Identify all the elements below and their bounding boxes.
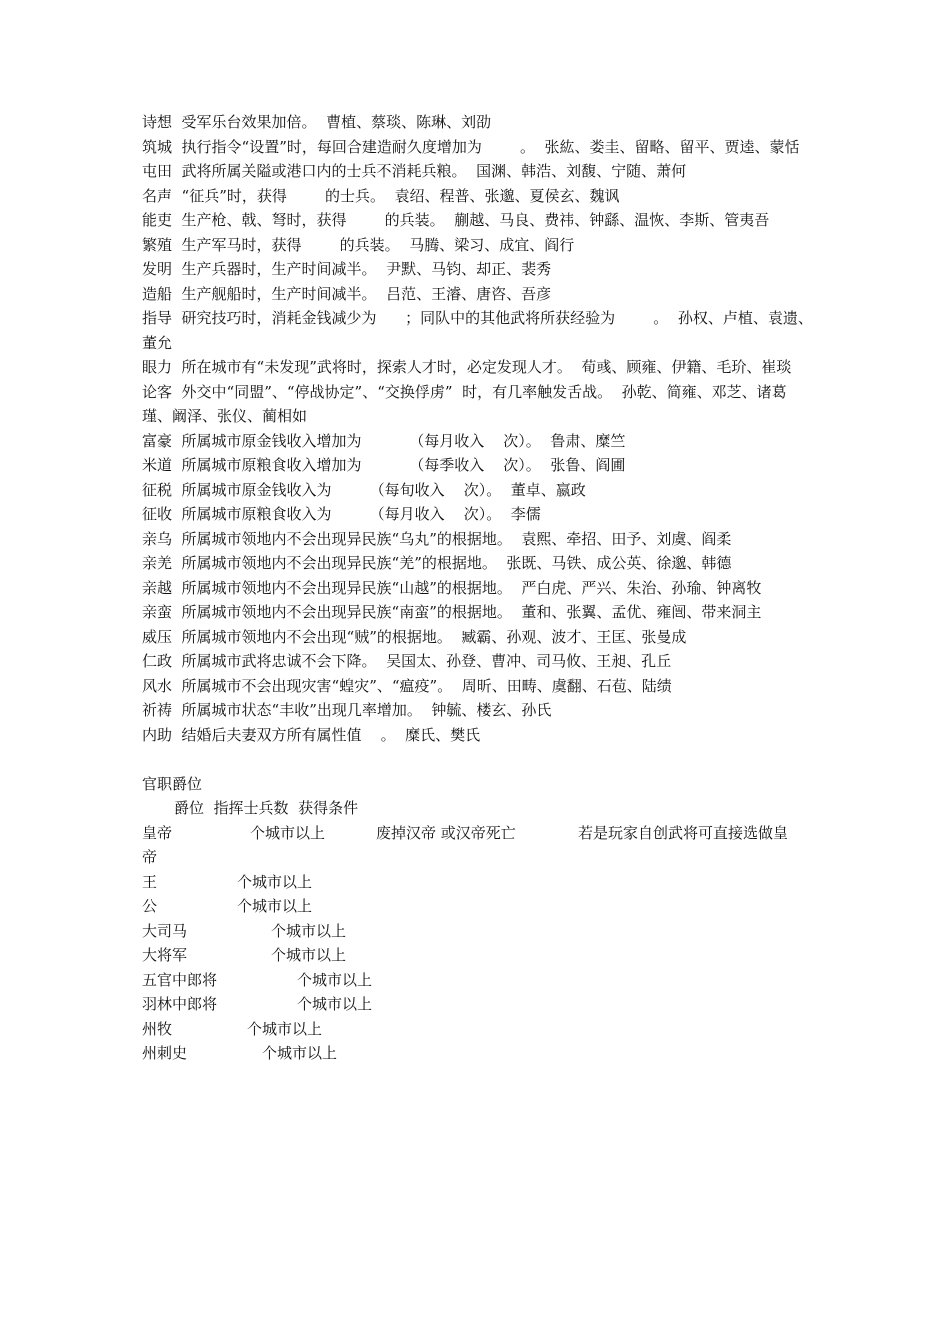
rank-cities: 个城市以上 bbox=[297, 970, 373, 989]
skill-entry: 指导 研究技巧时，消耗金钱减少为 ；同队中的其他武将所获经验为 。 孙权、卢植、袁遗、董允 bbox=[142, 309, 813, 352]
ranks-section bbox=[142, 772, 814, 1066]
section-title: 官职爵位 bbox=[142, 774, 203, 793]
rank-name: 羽林中郎将 bbox=[142, 995, 218, 1013]
skill-list bbox=[142, 110, 814, 747]
document-page bbox=[142, 110, 814, 1066]
rank-row bbox=[142, 968, 814, 993]
skill-entry: 征收 所属城市原粮食收入为 （每月收入 次）。 李儒 bbox=[142, 505, 541, 523]
skill-entry: 名声 “征兵”时，获得 的士兵。 袁绍、程普、张邈、夏侯玄、魏讽 bbox=[142, 186, 620, 205]
rank-condition: 废掉汉帝 或汉帝死亡 bbox=[376, 823, 516, 842]
rank-row bbox=[142, 1017, 814, 1042]
skill-entry: 风水 所属城市不会出现灾害“蝗灾”、“瘟疫”。 周昕、田畴、虞翻、石苞、陆绩 bbox=[142, 676, 672, 695]
skill-entry: 仁政 所属城市武将忠诚不会下降。 吴国太、孙登、曹冲、司马攸、王昶、孔丘 bbox=[142, 652, 672, 670]
rank-row-emperor bbox=[142, 821, 814, 846]
skill-entry: 屯田 武将所属关隘或港口内的士兵不消耗兵粮。 国渊、韩浩、刘馥、宁随、萧何 bbox=[142, 162, 687, 180]
skill-entry: 威压 所属城市领地内不会出现“贼”的根据地。 臧霸、孙观、波才、王匡、张曼成 bbox=[142, 627, 687, 646]
skill-entry: 发明 生产兵器时，生产时间减半。 尹默、马钧、却正、裴秀 bbox=[142, 260, 552, 278]
skill-entry: 富豪 所属城市原金钱收入增加为 （每月收入 次）。 鲁肃、糜竺 bbox=[142, 431, 626, 450]
rank-row bbox=[142, 992, 814, 1017]
skill-entry: 亲羌 所属城市领地内不会出现异民族“羌”的根据地。 张既、马铁、成公英、徐邈、韩德 bbox=[142, 554, 732, 572]
rank-name: 皇帝 bbox=[142, 823, 173, 842]
rank-name: 州牧 bbox=[142, 1019, 173, 1038]
rank-note-continuation: 帝 bbox=[142, 848, 158, 866]
rank-cities: 个城市以上 bbox=[237, 872, 313, 891]
rank-row bbox=[142, 894, 814, 919]
skill-entry: 诗想 受军乐台效果加倍。 曹植、蔡琰、陈琳、刘劭 bbox=[142, 113, 492, 131]
skill-entry: 论客 外交中“同盟”、“停战协定”、“交换俘虏” 时，有几率触发舌战。 孙乾、简雍、邓芝、诸葛瑾、阚泽、张仪、蔺相如 bbox=[142, 382, 787, 425]
rank-name: 大将军 bbox=[142, 946, 188, 964]
rank-cities: 个城市以上 bbox=[271, 921, 347, 940]
skill-entry: 亲蛮 所属城市领地内不会出现异民族“南蛮”的根据地。 董和、张翼、孟优、雍闿、带来洞主 bbox=[142, 603, 762, 621]
rank-name: 五官中郎将 bbox=[142, 970, 218, 989]
ranks-table-header: 爵位 指挥士兵数 获得条件 bbox=[174, 799, 359, 817]
rank-cities: 个城市以上 bbox=[262, 1044, 338, 1062]
skill-entry: 筑城 执行指令“设置”时，每回合建造耐久度增加为 。 张紘、娄圭、留略、留平、贾逵、蒙恬 bbox=[142, 137, 800, 156]
rank-name: 州刺史 bbox=[142, 1044, 188, 1062]
rank-note: 若是玩家自创武将可直接选做皇 bbox=[578, 823, 789, 842]
skill-entry: 祈祷 所属城市状态“丰收”出现几率增加。 钟毓、楼玄、孙氏 bbox=[142, 701, 552, 719]
skill-entry: 亲乌 所属城市领地内不会出现异民族“乌丸”的根据地。 袁熙、牵招、田予、刘虞、阎柔 bbox=[142, 529, 732, 548]
rank-cities: 个城市以上 bbox=[237, 897, 313, 915]
rank-row bbox=[142, 1041, 814, 1066]
rank-name: 王 bbox=[142, 872, 158, 891]
skill-entry: 米道 所属城市原粮食收入增加为 （每季收入 次）。 张鲁、阎圃 bbox=[142, 456, 626, 474]
skill-entry: 眼力 所在城市有“未发现”武将时，探索人才时，必定发现人才。 荀彧、顾雍、伊籍、毛玠、崔琰 bbox=[142, 358, 792, 376]
rank-cities: 个城市以上 bbox=[271, 946, 347, 964]
rank-name: 大司马 bbox=[142, 921, 188, 940]
rank-name: 公 bbox=[142, 897, 158, 915]
skill-entry: 能吏 生产枪、戟、弩时，获得 的兵装。 蒯越、马良、费祎、钟繇、温恢、李斯、管夷吾 bbox=[142, 211, 770, 229]
rank-row bbox=[142, 943, 814, 968]
skill-entry: 征税 所属城市原金钱收入为 （每旬收入 次）。 董卓、嬴政 bbox=[142, 480, 586, 499]
rank-cities: 个城市以上 bbox=[247, 1019, 323, 1038]
rank-row bbox=[142, 919, 814, 944]
skill-entry: 繁殖 生产军马时，获得 的兵装。 马腾、梁习、成宜、阎行 bbox=[142, 235, 575, 254]
rank-row bbox=[142, 870, 814, 895]
section-spacer bbox=[142, 747, 814, 772]
rank-cities: 个城市以上 bbox=[250, 823, 326, 842]
rank-cities: 个城市以上 bbox=[297, 995, 373, 1013]
skill-entry: 造船 生产舰船时，生产时间减半。 吕范、王濬、唐咨、吾彦 bbox=[142, 284, 552, 303]
skill-entry: 亲越 所属城市领地内不会出现异民族“山越”的根据地。 严白虎、严兴、朱治、孙瑜、钟离牧 bbox=[142, 578, 762, 597]
skill-entry: 内助 结婚后夫妻双方所有属性值 。 糜氏、樊氏 bbox=[142, 725, 481, 744]
